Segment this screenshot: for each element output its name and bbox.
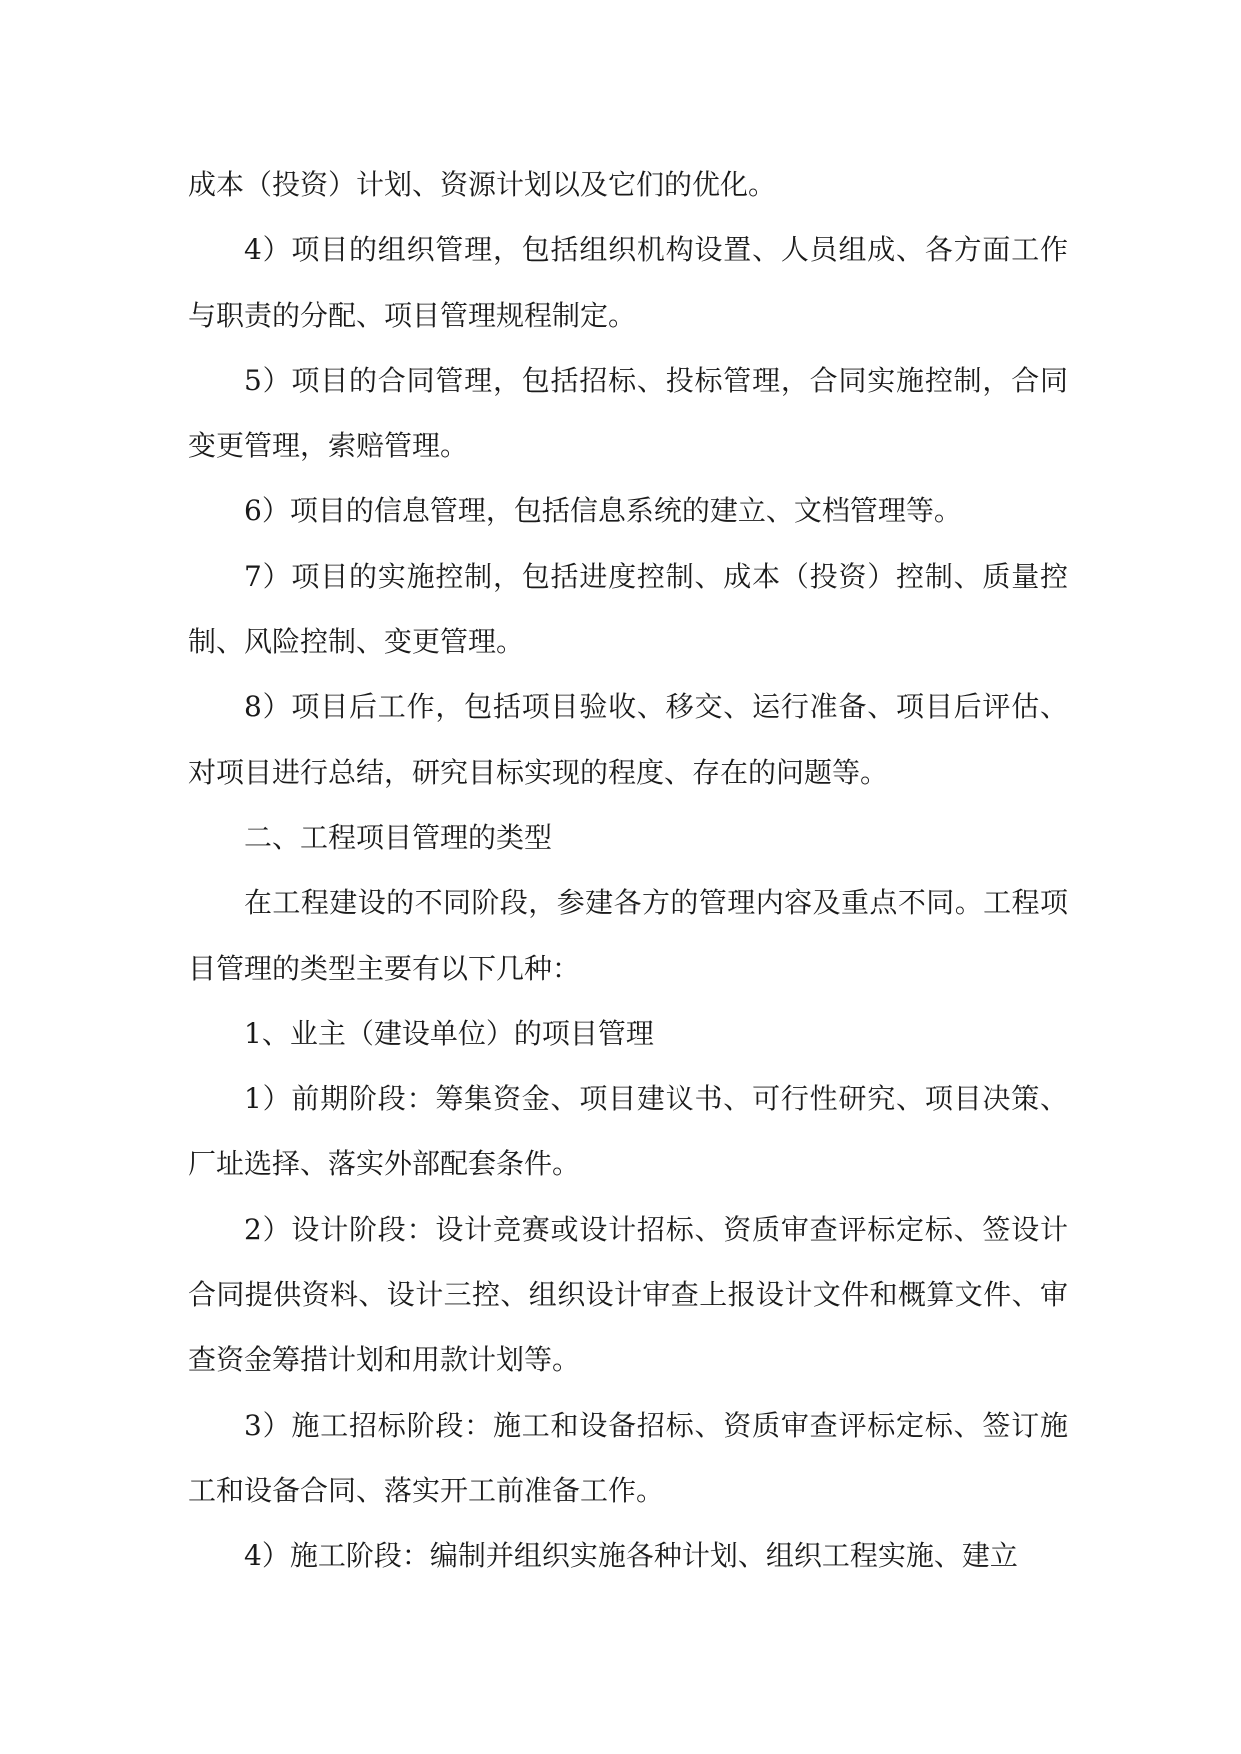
paragraph-organization-management: 4）项目的组织管理，包括组织机构设置、人员组成、各方面工作与职责的分配、项目管理规程制定。 [188, 233, 1068, 332]
document-body [188, 152, 1068, 1589]
subheading-owner-management: 1、业主（建设单位）的项目管理 [244, 1016, 654, 1050]
paragraph-construction-bidding-stage: 3）施工招标阶段：施工和设备招标、资质审查评标定标、签订施工和设备合同、落实开工前准备工作。 [188, 1408, 1068, 1507]
paragraph-construction-stage: 4）施工阶段：编制并组织实施各种计划、组织工程实施、建立 [244, 1539, 1018, 1573]
paragraph-cost-plan: 成本（投资）计划、资源计划以及它们的优化。 [188, 168, 777, 201]
section-heading-management-types: 二、工程项目管理的类型 [244, 820, 553, 854]
paragraph-information-management: 6）项目的信息管理，包括信息系统的建立、文档管理等。 [244, 494, 962, 528]
paragraph-design-stage: 2）设计阶段：设计竞赛或设计招标、资质审查评标定标、签设计合同提供资料、设计三控、组织设计审查上报设计文件和概算文件、审查资金筹措计划和用款计划等。 [188, 1212, 1068, 1377]
paragraph-post-project-work: 8）项目后工作，包括项目验收、移交、运行准备、项目后评估、对项目进行总结，研究目标实现的程度、存在的问题等。 [188, 690, 1068, 789]
paragraph-preliminary-stage: 1）前期阶段：筹集资金、项目建议书、可行性研究、项目决策、厂址选择、落实外部配套条件。 [188, 1082, 1068, 1181]
paragraph-types-intro: 在工程建设的不同阶段，参建各方的管理内容及重点不同。工程项目管理的类型主要有以下几种： [188, 886, 1068, 985]
paragraph-implementation-control: 7）项目的实施控制，包括进度控制、成本（投资）控制、质量控制、风险控制、变更管理。 [188, 559, 1068, 659]
paragraph-contract-management: 5）项目的合同管理，包括招标、投标管理，合同实施控制，合同变更管理，索赔管理。 [188, 363, 1068, 463]
